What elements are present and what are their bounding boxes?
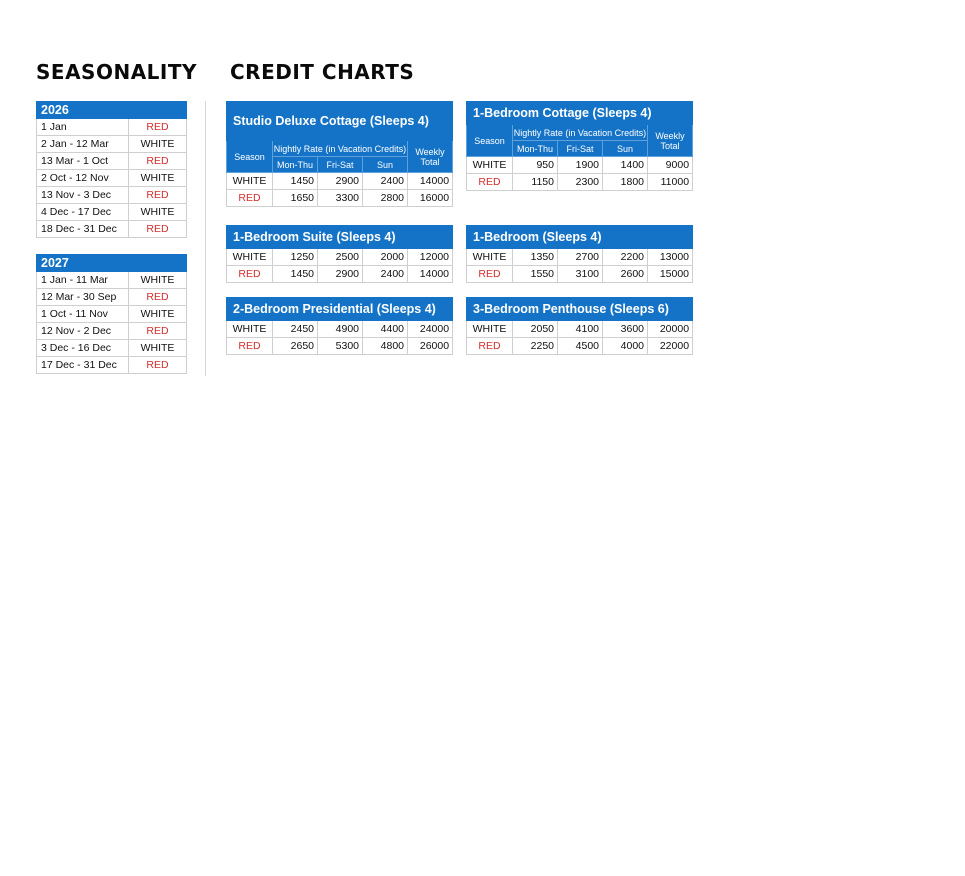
table-cell: RED <box>129 153 187 170</box>
credit-charts-heading: CREDIT CHARTS <box>230 60 415 84</box>
table-cell: 2 Jan - 12 Mar <box>37 136 129 153</box>
table-cell: 2050 <box>513 321 558 338</box>
three-bedroom-penthouse-table <box>466 297 693 355</box>
table-cell: 2600 <box>603 266 648 283</box>
table-row <box>37 170 187 187</box>
table-cell: 950 <box>513 157 558 174</box>
table-cell: WHITE <box>227 249 273 266</box>
table-cell: WHITE <box>129 272 187 289</box>
table-row <box>467 338 693 355</box>
table-row <box>37 119 187 136</box>
table-cell: 14000 <box>408 266 453 283</box>
table-cell: 15000 <box>648 266 693 283</box>
table-cell: 2000 <box>363 249 408 266</box>
season-header: Season <box>227 141 273 173</box>
one-bedroom-suite-table <box>226 225 453 283</box>
season-header: Season <box>467 125 513 157</box>
table-cell: 26000 <box>408 338 453 355</box>
table-cell: RED <box>467 174 513 191</box>
table-row <box>467 321 693 338</box>
table-row <box>37 204 187 221</box>
table-cell: 2250 <box>513 338 558 355</box>
table-cell: WHITE <box>129 170 187 187</box>
table-cell: 2450 <box>273 321 318 338</box>
table-row <box>37 340 187 357</box>
card-title: Studio Deluxe Cottage (Sleeps 4) <box>227 102 453 141</box>
table-cell: 2 Oct - 12 Nov <box>37 170 129 187</box>
table-cell: 2400 <box>363 266 408 283</box>
table-cell: WHITE <box>129 136 187 153</box>
table-cell: 16000 <box>408 190 453 207</box>
table-cell: RED <box>129 119 187 136</box>
section-divider <box>205 101 206 376</box>
table-cell: RED <box>227 338 273 355</box>
table-cell: 4400 <box>363 321 408 338</box>
table-cell: 2700 <box>558 249 603 266</box>
table-cell: WHITE <box>467 321 513 338</box>
two-bedroom-presidential-table <box>226 297 453 355</box>
sun-header: Sun <box>603 141 648 157</box>
table-cell: WHITE <box>467 157 513 174</box>
table-cell: WHITE <box>129 306 187 323</box>
table-row <box>37 153 187 170</box>
seasonality-2026-table <box>36 101 187 238</box>
table-cell: 1350 <box>513 249 558 266</box>
table-cell: 1450 <box>273 266 318 283</box>
fri-sat-header: Fri-Sat <box>318 157 363 173</box>
table-row <box>37 289 187 306</box>
table-cell: 14000 <box>408 173 453 190</box>
table-cell: 4500 <box>558 338 603 355</box>
table-cell: WHITE <box>467 249 513 266</box>
mon-thu-header: Mon-Thu <box>513 141 558 157</box>
table-row <box>37 272 187 289</box>
table-row <box>227 266 453 283</box>
table-cell: 12000 <box>408 249 453 266</box>
table-row <box>227 321 453 338</box>
year-label: 2026 <box>37 102 187 119</box>
table-cell: RED <box>227 266 273 283</box>
table-cell: RED <box>129 187 187 204</box>
table-cell: 24000 <box>408 321 453 338</box>
table-cell: 12 Mar - 30 Sep <box>37 289 129 306</box>
table-cell: 2400 <box>363 173 408 190</box>
table-cell: 4000 <box>603 338 648 355</box>
table-row <box>467 157 693 174</box>
table-cell: RED <box>129 289 187 306</box>
table-cell: 2900 <box>318 266 363 283</box>
table-cell: 2650 <box>273 338 318 355</box>
table-cell: 4800 <box>363 338 408 355</box>
table-cell: 9000 <box>648 157 693 174</box>
table-cell: 3600 <box>603 321 648 338</box>
table-cell: 3300 <box>318 190 363 207</box>
table-cell: 17 Dec - 31 Dec <box>37 357 129 374</box>
year-label: 2027 <box>37 255 187 272</box>
table-cell: 1550 <box>513 266 558 283</box>
table-cell: 20000 <box>648 321 693 338</box>
table-cell: RED <box>129 221 187 238</box>
table-cell: 4900 <box>318 321 363 338</box>
table-cell: 2300 <box>558 174 603 191</box>
table-cell: 1 Oct - 11 Nov <box>37 306 129 323</box>
table-cell: 11000 <box>648 174 693 191</box>
card-title: 3-Bedroom Penthouse (Sleeps 6) <box>467 298 693 321</box>
card-title: 1-Bedroom Suite (Sleeps 4) <box>227 226 453 249</box>
table-row <box>227 338 453 355</box>
table-cell: WHITE <box>129 204 187 221</box>
table-cell: 1800 <box>603 174 648 191</box>
studio-deluxe-cottage-table <box>226 101 453 207</box>
table-cell: WHITE <box>129 340 187 357</box>
table-cell: 1400 <box>603 157 648 174</box>
nightly-rate-header: Nightly Rate (in Vacation Credits) <box>273 141 408 157</box>
table-cell: 22000 <box>648 338 693 355</box>
table-cell: 1 Jan - 11 Mar <box>37 272 129 289</box>
mon-thu-header: Mon-Thu <box>273 157 318 173</box>
table-cell: 4100 <box>558 321 603 338</box>
table-cell: RED <box>467 266 513 283</box>
table-cell: 12 Nov - 2 Dec <box>37 323 129 340</box>
table-row <box>37 323 187 340</box>
table-cell: 1150 <box>513 174 558 191</box>
table-cell: 13 Mar - 1 Oct <box>37 153 129 170</box>
sun-header: Sun <box>363 157 408 173</box>
card-title: 1-Bedroom Cottage (Sleeps 4) <box>467 102 693 125</box>
fri-sat-header: Fri-Sat <box>558 141 603 157</box>
table-cell: 13 Nov - 3 Dec <box>37 187 129 204</box>
table-cell: 18 Dec - 31 Dec <box>37 221 129 238</box>
one-bedroom-cottage-table <box>466 101 693 191</box>
table-cell: 13000 <box>648 249 693 266</box>
nightly-rate-header: Nightly Rate (in Vacation Credits) <box>513 125 648 141</box>
card-title: 1-Bedroom (Sleeps 4) <box>467 226 693 249</box>
table-row <box>227 190 453 207</box>
table-cell: 1250 <box>273 249 318 266</box>
table-row <box>467 249 693 266</box>
table-row <box>37 306 187 323</box>
table-cell: 3100 <box>558 266 603 283</box>
table-row <box>37 187 187 204</box>
table-cell: 2800 <box>363 190 408 207</box>
one-bedroom-table <box>466 225 693 283</box>
table-cell: WHITE <box>227 321 273 338</box>
table-cell: 4 Dec - 17 Dec <box>37 204 129 221</box>
table-row <box>37 136 187 153</box>
table-cell: 2500 <box>318 249 363 266</box>
table-cell: 1900 <box>558 157 603 174</box>
table-cell: WHITE <box>227 173 273 190</box>
table-cell: 2200 <box>603 249 648 266</box>
table-row <box>37 357 187 374</box>
table-row <box>467 266 693 283</box>
table-cell: 1450 <box>273 173 318 190</box>
weekly-total-header: Weekly Total <box>408 141 453 173</box>
table-cell: 5300 <box>318 338 363 355</box>
table-cell: RED <box>129 357 187 374</box>
table-cell: 1650 <box>273 190 318 207</box>
table-row <box>227 249 453 266</box>
table-cell: 1 Jan <box>37 119 129 136</box>
weekly-total-header: Weekly Total <box>648 125 693 157</box>
table-cell: RED <box>227 190 273 207</box>
card-title: 2-Bedroom Presidential (Sleeps 4) <box>227 298 453 321</box>
seasonality-heading: SEASONALITY <box>36 60 197 84</box>
table-cell: 2900 <box>318 173 363 190</box>
table-cell: RED <box>467 338 513 355</box>
table-row <box>227 173 453 190</box>
table-row <box>37 221 187 238</box>
seasonality-2027-table <box>36 254 187 374</box>
table-cell: 3 Dec - 16 Dec <box>37 340 129 357</box>
table-cell: RED <box>129 323 187 340</box>
table-row <box>467 174 693 191</box>
